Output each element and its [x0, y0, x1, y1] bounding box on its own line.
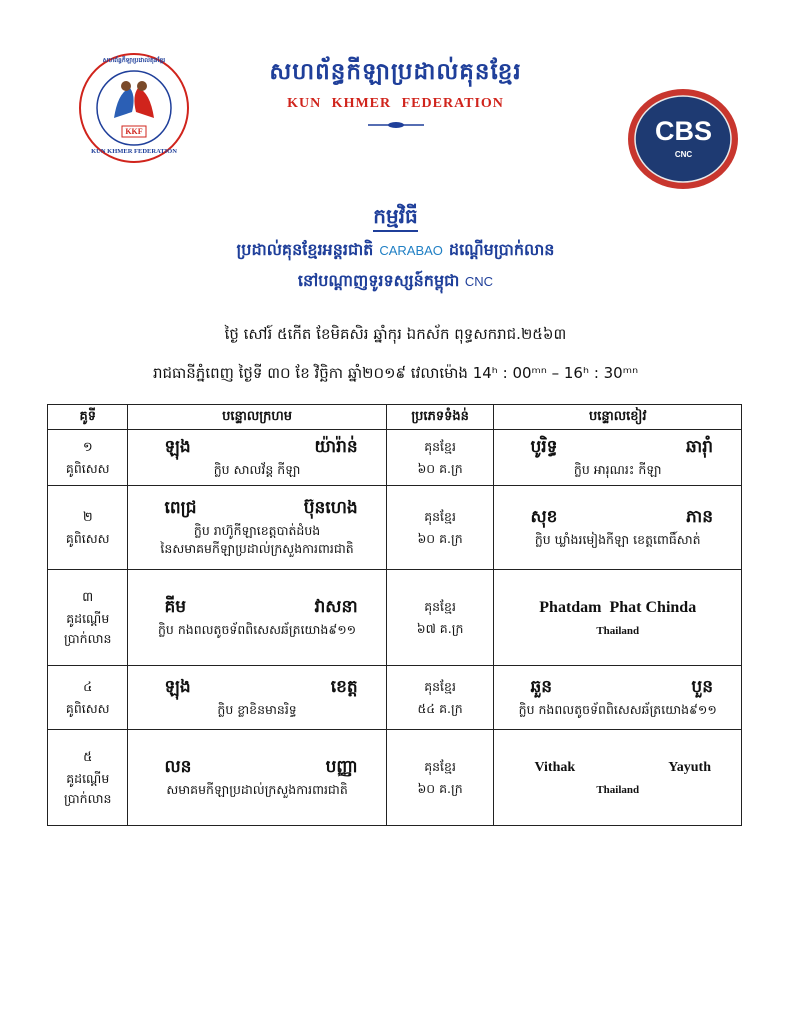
- weight-type: គុនខ្មែរ: [424, 598, 456, 614]
- program-subtitle-2: នៅបណ្ដាញទូរទស្សន៍កម្ពុជា CNC: [297, 271, 494, 290]
- weight-value: ៦៧ គ.ក្រ: [416, 620, 464, 636]
- weight-type: គុនខ្មែរ: [424, 508, 456, 524]
- bout-cell: [48, 430, 128, 486]
- red-fighter-club: ក្លិប ខ្លាខិនមានរិទ្ធ: [217, 702, 297, 717]
- cbs-logo: [626, 88, 741, 190]
- table-row: [48, 666, 742, 730]
- weight-cell: [386, 730, 494, 826]
- lunar-date-line: ថ្ងៃ សៅរ៍ ៥កើត ខែមិគសិរ ឆ្នាំកុរ ឯកស័ក ពុទ្ធសករាជ.២៥៦៣: [224, 325, 567, 343]
- bout-cell: [48, 730, 128, 826]
- table-row: [48, 570, 742, 666]
- red-fighter-club: ក្លិប រាហ៊ូកីឡាខេត្តបាត់ដំបង: [193, 523, 321, 538]
- program-subtitle-1: ប្រដាល់គុនខ្មែរអន្តរជាតិ CARABAO ដណ្ដើមប្រាក់លាន: [236, 240, 555, 259]
- red-fighter-name: គីម វាសនា: [164, 597, 358, 617]
- bout-category: គូពិសេស: [65, 700, 110, 716]
- weight-cell: [386, 666, 494, 730]
- table-row: [48, 730, 742, 826]
- blue-fighter-name: Phatdam Phat Chinda: [539, 598, 697, 616]
- red-fighter-club: ក្លិប កងពលតូចទ័ពពិសេសឆ័ត្រយោង៩១១: [158, 622, 357, 637]
- bout-number: ៣: [82, 589, 94, 605]
- bout-number: ១: [82, 439, 93, 455]
- bout-number: ៥: [83, 749, 93, 765]
- bout-cell: [48, 486, 128, 570]
- event-date-time-line: រាជធានីភ្នំពេញ ថ្ងៃទី ៣០ ខែ វិច្ឆិកា ឆ្នាំ២០១៩ វេលាម៉ោង 14ʰ : 00ᵐⁿ – 16ʰ : 30ᵐⁿ: [152, 364, 639, 382]
- weight-cell: [386, 570, 494, 666]
- blue-fighter-name: បូរិទ្ធ ឆារ៉ាំ: [530, 437, 713, 457]
- bout-cell: [48, 570, 128, 666]
- weight-cell: [386, 430, 494, 486]
- table-row: [48, 430, 742, 486]
- red-fighter-name: ឡុង ខេត្ត: [164, 677, 358, 697]
- red-corner-cell: [128, 730, 386, 826]
- blue-fighter-club: ក្លិប អារុណរះ កីឡា: [573, 462, 662, 477]
- weight-type: គុនខ្មែរ: [424, 438, 456, 454]
- kkf-ring-text-bottom: KUN KHMER FEDERATION: [91, 148, 177, 155]
- bout-number: ៤: [83, 679, 93, 695]
- bout-category: គូពិសេស: [65, 460, 110, 476]
- sponsor-brand: CARABAO: [379, 243, 443, 258]
- weight-cell: [386, 486, 494, 570]
- red-fighter-name: ឡុង យ៉ារ៉ាន់: [164, 437, 358, 457]
- blue-fighter-name: Vithak Yayuth: [534, 759, 711, 775]
- header-weight-class: ប្រភេទទំងន់: [386, 405, 494, 430]
- red-corner-cell: [128, 486, 386, 570]
- weight-value: ៥៤ គ.ក្រ: [417, 700, 463, 716]
- blue-fighter-club: ក្លិប ឃ្លាំងរមៀងកីឡា ខេត្តពោធិ៍សាត់: [534, 532, 701, 547]
- blue-corner-cell: [494, 730, 742, 826]
- weight-type: គុនខ្មែរ: [424, 678, 456, 694]
- weight-type: គុនខ្មែរ: [424, 758, 456, 774]
- blue-fighter-name: ឆួន បួន: [530, 677, 713, 697]
- blue-fighter-country: Thailand: [596, 783, 640, 796]
- cbs-logo-sub: CNC: [674, 150, 693, 159]
- bout-number: ២: [82, 509, 93, 525]
- bout-category: គូដណ្ដើម: [66, 770, 110, 786]
- red-corner-cell: [128, 666, 386, 730]
- red-corner-cell: [128, 570, 386, 666]
- kkf-badge-text: KKF: [125, 127, 143, 136]
- header-bout: គូទី: [48, 405, 128, 430]
- bout-cell: [48, 666, 128, 730]
- header-blue-corner: បន្ទោលខៀវ: [494, 405, 742, 430]
- bout-category-line2: ប្រាក់លាន: [64, 790, 112, 806]
- kkf-ring-text-top: សហព័ន្ធកីឡាប្រដាល់គុនខ្មែរ: [102, 57, 166, 64]
- blue-corner-cell: [494, 486, 742, 570]
- divider-ornament-icon: [366, 120, 426, 130]
- blue-corner-cell: [494, 666, 742, 730]
- blue-corner-cell: [494, 430, 742, 486]
- program-title: កម្មវិធី: [0, 203, 791, 233]
- blue-fighter-name: សុខ ភាន: [530, 507, 713, 527]
- bout-category-line2: ប្រាក់លាន: [64, 630, 112, 646]
- federation-name-khmer: សហព័ន្ធកីឡាប្រដាល់គុនខ្មែរ: [269, 59, 522, 85]
- red-fighter-name: លន បញ្ញា: [164, 757, 358, 777]
- red-fighter-club: សមាគមកីឡាប្រដាល់ក្រសួងការពារជាតិ: [166, 782, 348, 797]
- blue-fighter-country: Thailand: [596, 624, 640, 637]
- weight-value: ៦០ គ.ក្រ: [417, 780, 463, 796]
- federation-name-english: KUN KHMER FEDERATION: [287, 96, 504, 111]
- cbs-logo-text: CBS: [654, 116, 712, 146]
- header-red-corner: បន្ទោលក្រហម: [128, 405, 386, 430]
- fight-schedule-table: [47, 404, 742, 826]
- weight-value: ៦០ គ.ក្រ: [417, 530, 463, 546]
- red-corner-cell: [128, 430, 386, 486]
- weight-value: ៦០ គ.ក្រ: [417, 460, 463, 476]
- red-fighter-club-line2: នៃសមាគមកីឡាប្រដាល់ក្រសួងការពារជាតិ: [160, 541, 354, 556]
- table-header-row: [48, 405, 742, 430]
- blue-corner-cell: [494, 570, 742, 666]
- blue-fighter-club: ក្លិប កងពលតូចទ័ពពិសេសឆ័ត្រយោង៩១១: [518, 702, 717, 717]
- table-row: [48, 486, 742, 570]
- bout-category: គូពិសេស: [65, 530, 110, 546]
- red-fighter-name: ពេជ្រ ប៊ុនហេង: [164, 498, 358, 518]
- red-fighter-club: ក្លិប សាលវ័ន្ត កីឡា: [213, 462, 301, 477]
- bout-category: គូដណ្ដើម: [66, 610, 110, 626]
